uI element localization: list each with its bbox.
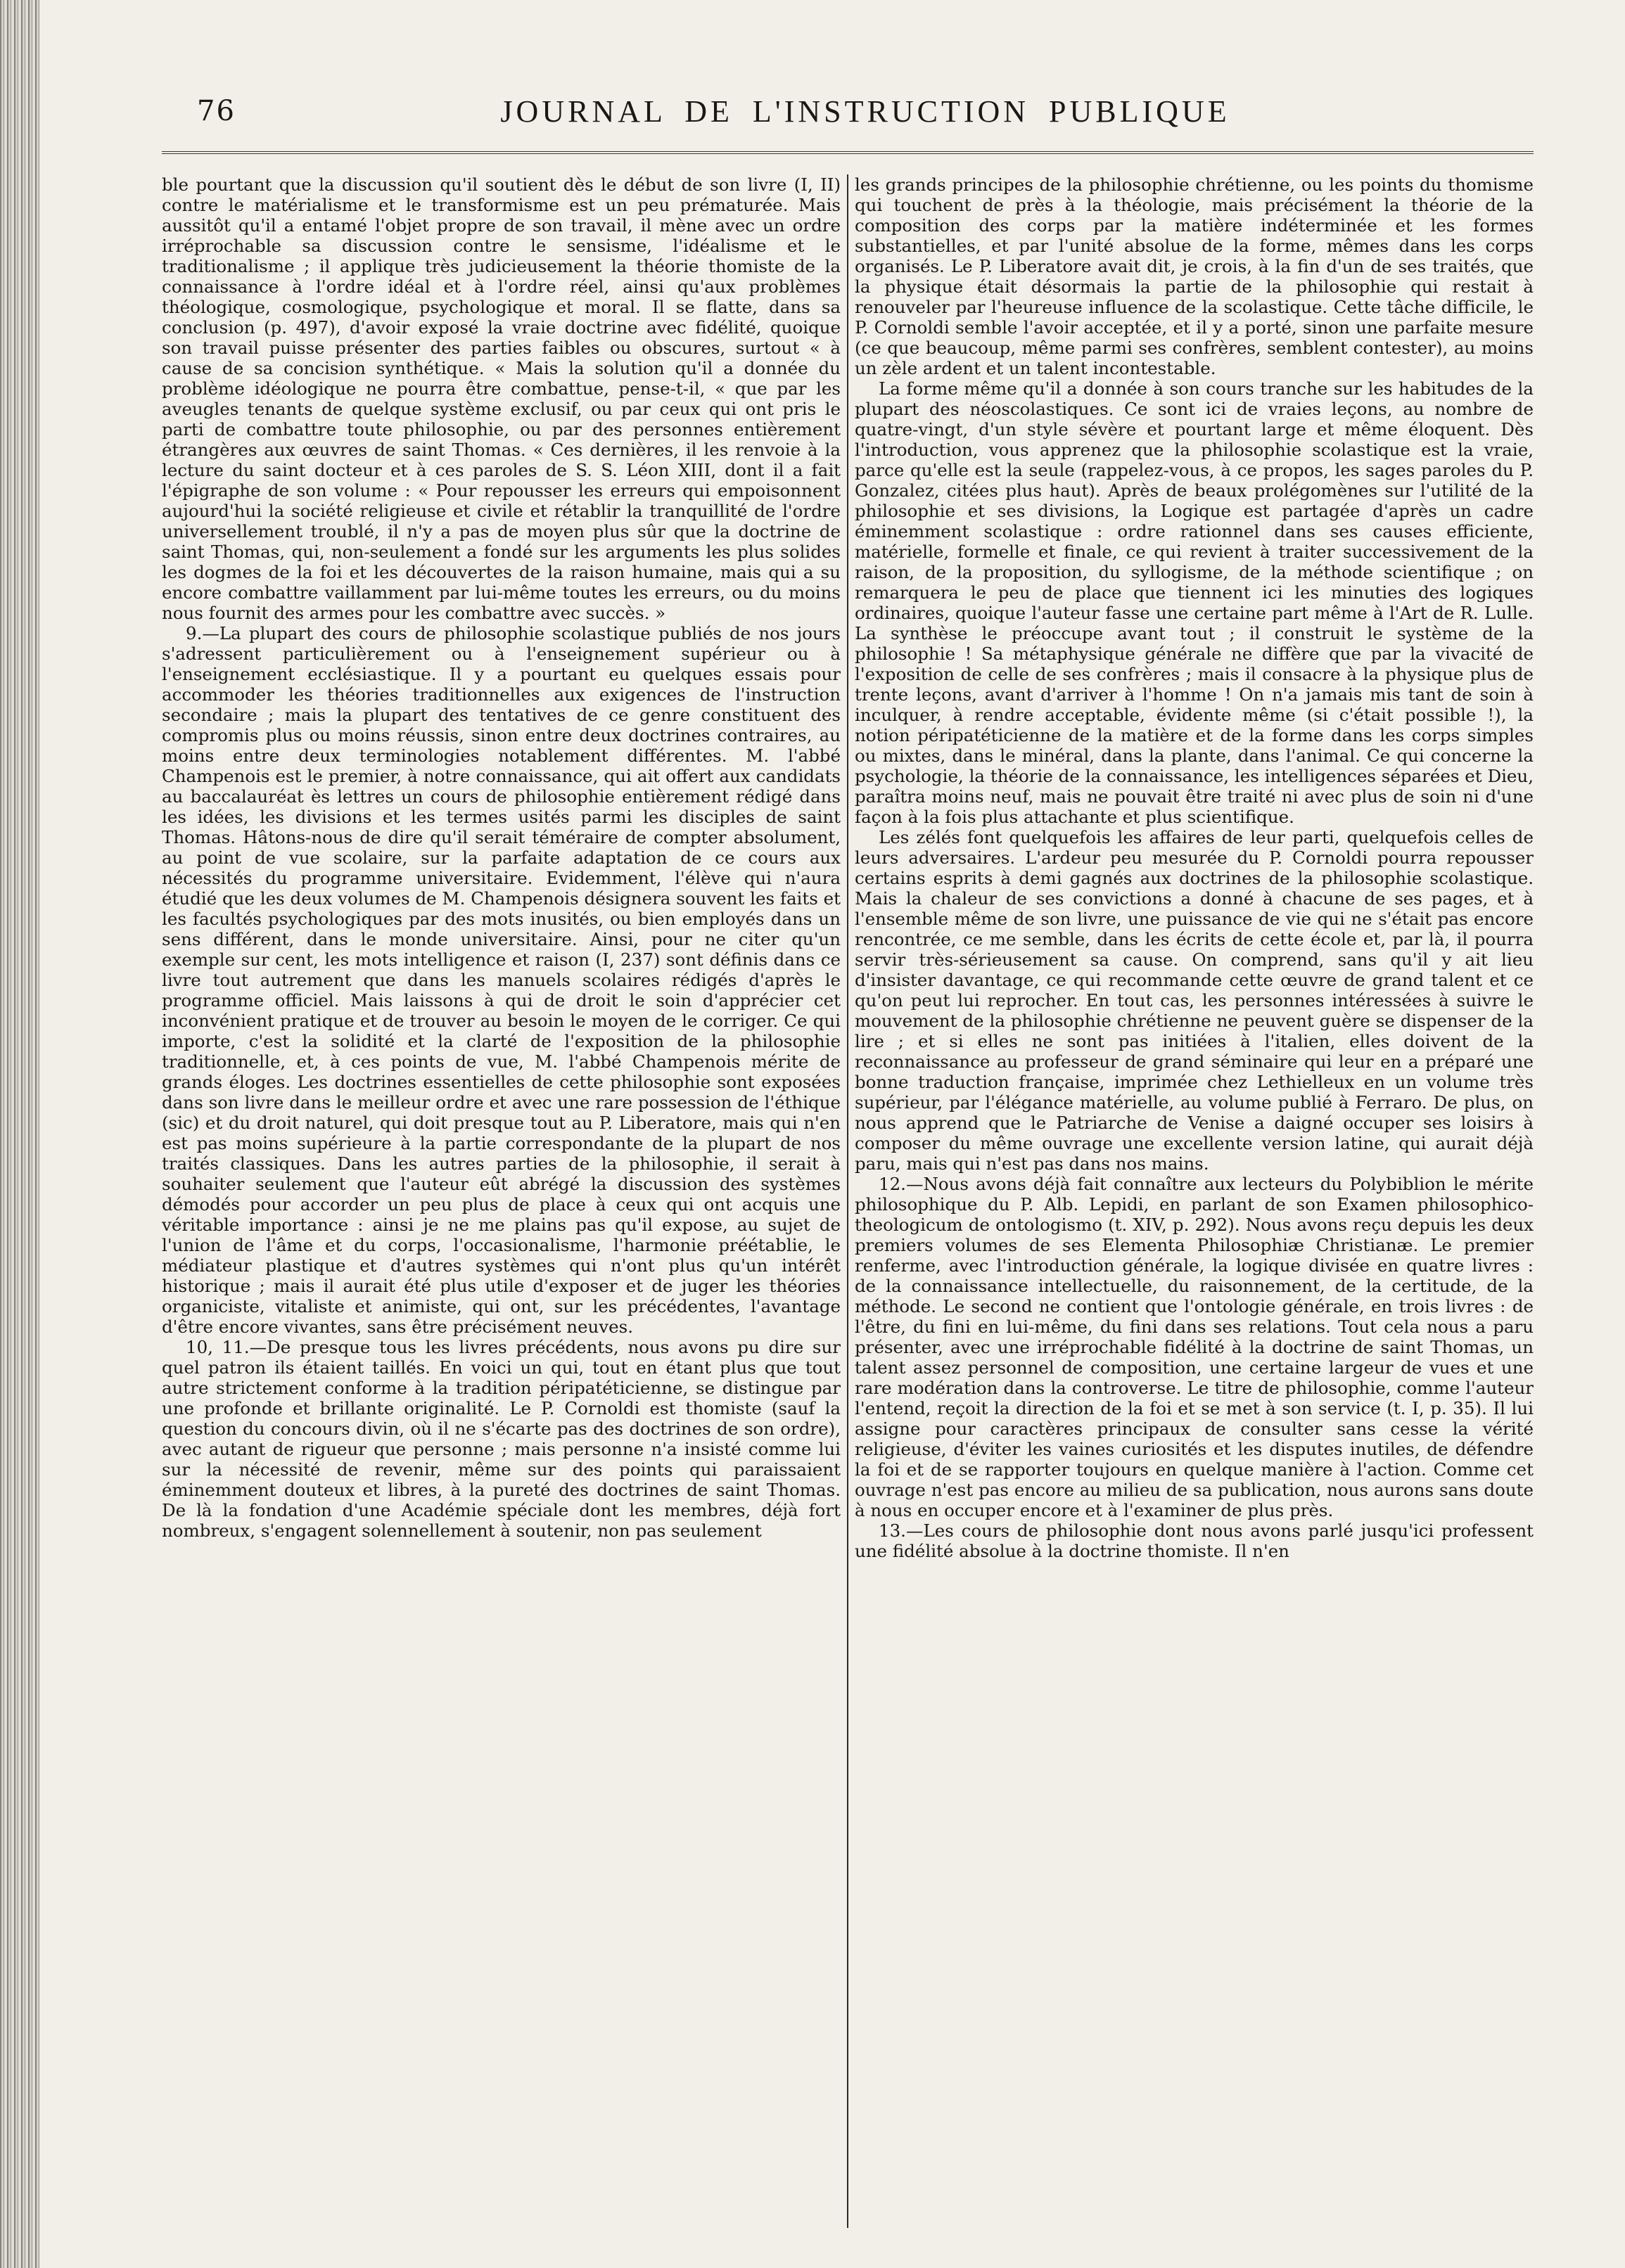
paragraph: 13.—Les cours de philosophie dont nous avons parlé jusqu'ici professent une fidélité absolue à la doctrine thomiste. Il n'en: [855, 1520, 1534, 1561]
left-column: [162, 174, 841, 2228]
paragraph: Les zélés font quelquefois les affaires de leur parti, quelquefois celles de leurs adversaires. L'ardeur peu mesurée du P. Cornoldi pourra repousser certains esprits à demi gagnés aux doctrines de la philosophie scolastique. Mais la chaleur de ses convictions a donné à chacune de ses pages, et à l'ensemble même de son livre, une puissance de vie qui ne s'était pas encore rencontrée, ce me semble, dans les écrits de cette école et, par là, il pourra servir très-sérieusement sa cause. On comprend, sans qu'il y ait lieu d'insister davantage, ce qui recommande cette œuvre de grand talent et ce qu'on peut lui reprocher. En tout cas, les personnes intéressées à suivre le mouvement de la philosophie chrétienne ne peuvent guère se dispenser de la lire ; et si elles ne sont pas initiées à l'italien, elles doivent de la reconnaissance au professeur de grand séminaire qui leur en a préparé une bonne traduction française, imprimée chez Lethielleux en un volume très supérieur, par l'élégance matérielle, au volume publié à Ferraro. De plus, on nous apprend que le Patriarche de Venise a daigné occuper ses loisirs à composer du même ouvrage une excellente version latine, qui aurait déjà paru, mais qui n'est pas dans nos mains.: [855, 827, 1534, 1174]
paragraph: 10, 11.—De presque tous les livres précédents, nous avons pu dire sur quel patron ils étaient taillés. En voici un qui, tout en étant plus que tout autre strictement conforme à la tradition péripatéticienne, se distingue par une profonde et brillante originalité. Le P. Cornoldi est thomiste (sauf la question du concours divin, où il ne s'écarte pas des doctrines de son ordre), avec autant de rigueur que personne ; mais personne n'a insisté comme lui sur la nécessité de revenir, même sur des points qui paraissaient éminemment douteux et libres, à la pureté des doctrines de saint Thomas. De là la fondation d'une Académie spéciale dont les membres, déjà fort nombreux, s'engagent solennellement à soutenir, non pas seulement: [162, 1337, 841, 1541]
paragraph: 12.—Nous avons déjà fait connaître aux lecteurs du Polybiblion le mérite philosophique du P. Alb. Lepidi, en parlant de son Examen philosophico-theologicum de ontologismo (t. XIV, p. 292). Nous avons reçu depuis les deux premiers volumes de ses Elementa Philosophiæ Christianæ. Le premier renferme, avec l'introduction générale, la logique divisée en quatre livres : de la connaissance intellectuelle, du raisonnement, de la certitude, de la méthode. Le second ne contient que l'ontologie générale, en trois livres : de l'être, du fini en lui-même, du fini dans ses relations. Tout cela nous a paru présenter, avec une irréprochable fidélité à la doctrine de saint Thomas, un talent assez personnel de composition, une certaine largeur de vues et une rare modération dans la controverse. Le titre de philosophie, comme l'auteur l'entend, reçoit la direction de la foi et se met à son service (t. I, p. 35). Il lui assigne pour caractères principaux de consulter sans cesse la vérité religieuse, d'éviter les vaines curiosités et les disputes inutiles, de défendre la foi et de se rapporter toujours en quelque manière à l'action. Comme cet ouvrage n'est pas encore au milieu de sa publication, nous aurons sans doute à nous en occuper encore et à l'examiner de plus près.: [855, 1174, 1534, 1520]
column-divider: [841, 174, 855, 2228]
paragraph: 9.—La plupart des cours de philosophie scolastique publiés de nos jours s'adressent particulièrement ou à l'enseignement supérieur ou à l'enseignement ecclésiastique. Il y a pourtant eu quelques essais pour accommoder les théories traditionnelles aux exigences de l'instruction secondaire ; mais la plupart des tentatives de ce genre constituent des compromis plus ou moins réussis, sinon entre deux doctrines contraires, au moins entre deux terminologies notablement différentes. M. l'abbé Champenois est le premier, à notre connaissance, qui ait offert aux candidats au baccalauréat ès lettres un cours de philosophie entièrement rédigé dans les idées, les divisions et les termes usités parmi les disciples de saint Thomas. Hâtons-nous de dire qu'il serait téméraire de compter absolument, au point de vue scolaire, sur la parfaite adaptation de ce cours aux nécessités du programme universitaire. Evidemment, l'élève qui n'aura étudié que les deux volumes de M. Champenois désignera souvent les faits et les facultés psychologiques par des mots inusités, ou bien employés dans un sens différent, dans le monde universitaire. Ainsi, pour ne citer qu'un exemple sur cent, les mots intelligence et raison (I, 237) sont définis dans ce livre tout autrement que dans les manuels scolaires rédigés d'après le programme officiel. Mais laissons à qui de droit le soin d'apprécier cet inconvénient pratique et de trouver au besoin le moyen de le corriger. Ce qui importe, c'est la solidité et la clarté de l'exposition de la philosophie traditionnelle, et, à ces points de vue, M. l'abbé Champenois mérite de grands éloges. Les doctrines essentielles de cette philosophie sont exposées dans son livre dans le meilleur ordre et avec une rare possession de l'éthique (sic) et du droit naturel, qui doit presque tout au P. Liberatore, mais qui n'en est pas moins supérieure à la partie correspondante de la plupart de nos traités classiques. Dans les autres parties de la philosophie, il serait à souhaiter seulement que l'auteur eût abrégé la discussion des systèmes démodés pour accorder un peu plus de place à ceux qui ont acquis une véritable importance : ainsi je ne me plains pas qu'il expose, au sujet de l'union de l'âme et du corps, l'occasionalisme, l'harmonie préétablie, le médiateur plastique et d'autres systèmes qui n'ont plus qu'un intérêt historique ; mais il aurait été plus utile d'exposer et de juger les théories organiciste, vitaliste et animiste, qui ont, sur les précédentes, l'avantage d'être encore vivantes, sans être précisément neuves.: [162, 623, 841, 1337]
paragraph: La forme même qu'il a donnée à son cours tranche sur les habitudes de la plupart des néoscolastiques. Ce sont ici de vraies leçons, au nombre de quatre-vingt, d'un style sévère et pourtant large et même éloquent. Dès l'introduction, vous apprenez que la philosophie scolastique est la vraie, parce qu'elle est la seule (rappelez-vous, à ce propos, les sages paroles du P. Gonzalez, citées plus haut). Après de beaux prolégomènes sur l'utilité de la philosophie et ses divisions, la Logique est partagée d'après un cadre éminemment scolastique : ordre rationnel dans ses causes efficiente, matérielle, formelle et finale, ce qui revient à traiter successivement de la raison, de la proposition, du syllogisme, de la méthode scientifique ; on remarquera le peu de place que tiennent ici les minuties des logiques ordinaires, quoique l'auteur fasse une certaine part même à l'Art de R. Lulle. La synthèse le préoccupe avant tout ; il construit le système de la philosophie ! Sa métaphysique générale ne diffère que par la vivacité de l'exposition de celle de ses confrères ; mais il consacre à la physique plus de trente leçons, avant d'arriver à l'homme ! On n'a jamais mis tant de soin à inculquer, à rendre acceptable, évidente même (si c'était possible !), la notion péripatéticienne de la matière et de la forme dans les corps simples ou mixtes, dans le minéral, dans la plante, dans l'animal. Ce qui concerne la psychologie, la théorie de la connaissance, les intelligences séparées et Dieu, paraîtra moins neuf, mais ne pouvait être traité ni avec plus de soin ni d'une façon à la fois plus attachante et plus scientifique.: [855, 378, 1534, 827]
paragraph: ble pourtant que la discussion qu'il soutient dès le début de son livre (I, II) contre le matérialisme et le transformisme est un peu prématurée. Mais aussitôt qu'il a entamé l'objet propre de son travail, il mène avec un ordre irréprochable sa discussion contre le sensisme, l'idéalisme et le traditionalisme ; il applique très judicieusement la théorie thomiste de la connaissance à l'ordre idéal et à l'ordre réel, ainsi qu'aux problèmes théologique, cosmologique, psychologique et moral. Il se flatte, dans sa conclusion (p. 497), d'avoir exposé la vraie doctrine avec fidélité, quoique son travail puisse présenter des parties faibles ou obscures, surtout « à cause de sa concision synthétique. « Mais la solution qu'il a donnée du problème idéologique ne pourra être combattue, pense-t-il, « que par les aveugles tenants de quelque système exclusif, ou par ceux qui ont pris le parti de combattre toute philosophie, ou par des personnes entièrement étrangères aux œuvres de saint Thomas. « Ces dernières, il les renvoie à la lecture du saint docteur et à ces paroles de S. S. Léon XIII, dont il a fait l'épigraphe de son volume : « Pour repousser les erreurs qui empoisonnent aujourd'hui la société religieuse et civile et rétablir la tranquillité de l'ordre universellement troublé, il n'y a pas de moyen plus sûr que la doctrine de saint Thomas, qui, non-seulement a fondé sur les arguments les plus solides les dogmes de la foi et les découvertes de la raison humaine, mais qui a su encore combattre vaillamment par lui-même toutes les erreurs, ou du moins nous fournit des armes pour les combattre avec succès. »: [162, 174, 841, 623]
page-number: 76: [197, 95, 236, 127]
right-column: [855, 174, 1534, 2228]
paragraph: les grands principes de la philosophie chrétienne, ou les points du thomisme qui touchent de près à la théologie, mais précisément la théorie de la composition des corps par la matière indéterminée et les formes substantielles, et par l'unité absolue de la forme, mêmes dans les corps organisés. Le P. Liberatore avait dit, je crois, à la fin d'un de ses traités, que la physique était désormais la partie de la philosophie qui restait à renouveler par l'heureuse influence de la scolastique. Cette tâche difficile, le P. Cornoldi semble l'avoir acceptée, et il y a porté, sinon une parfaite mesure (ce que beaucoup, même parmi ses confrères, semblent contester), au moins un zèle ardent et un talent incontestable.: [855, 174, 1534, 378]
text-columns: [162, 174, 1534, 2228]
book-binding-edge: [0, 0, 39, 2268]
journal-page: [127, 70, 1576, 2236]
journal-title: JOURNAL DE L'INSTRUCTION PUBLIQUE: [500, 94, 1230, 129]
running-head: [162, 81, 1569, 144]
header-rule: [162, 151, 1534, 154]
